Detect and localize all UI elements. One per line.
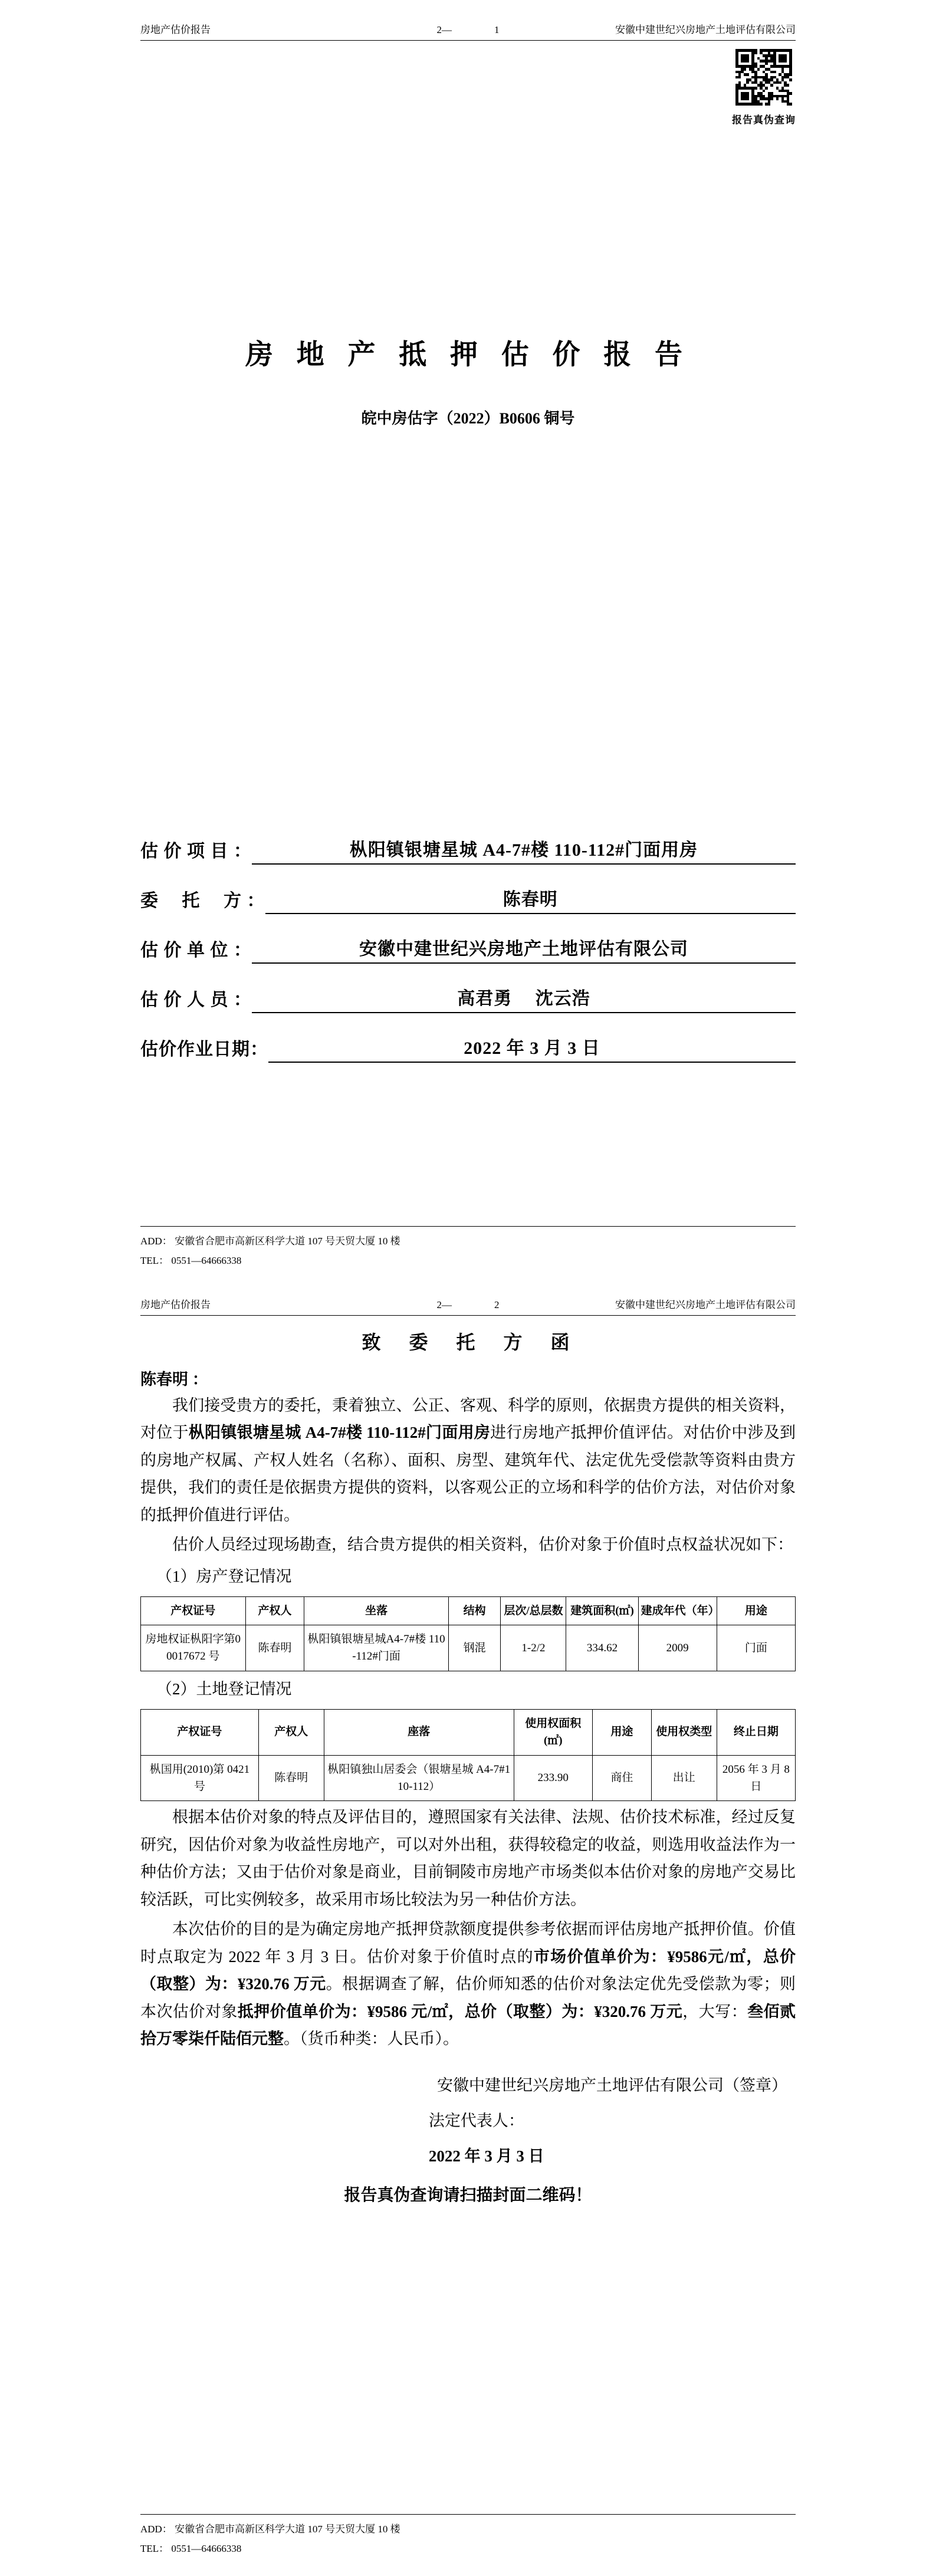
- column-header: 结构: [448, 1596, 501, 1625]
- report-title: 房 地 产 抵 押 估 价 报 告: [245, 340, 691, 370]
- field-appraisal-date: [140, 1033, 796, 1063]
- qr-block: [732, 49, 796, 126]
- table-cell: 陈春明: [245, 1625, 304, 1671]
- field-value: 高君勇 沈云浩: [252, 984, 796, 1013]
- column-header: 坐落: [304, 1596, 448, 1625]
- table-cell: 334.62: [566, 1625, 638, 1671]
- page-2: [0, 1288, 936, 2576]
- table-cell: 出让: [651, 1755, 717, 1801]
- footer-address: ADD： 安徽省合肥市高新区科学大道 107 号天贸大厦 10 楼: [140, 2523, 400, 2535]
- table-cell: 枞阳镇银塘星城A4-7#楼 110-112#门面: [304, 1625, 448, 1671]
- pages-total: 2—: [436, 1299, 452, 1310]
- text-run: 我们接受贵方的委托，秉着独立、公正、客观、科学的原则，依据贵方提供的相关资料，对位于: [140, 1397, 796, 1442]
- text-run: 进行房地产抵押价值评估。对估价中涉及到的房地产权属、产权人姓名（名称）、面积、房型、建筑年代、法定优先受偿款等资料由贵方提供，我们的责任是依据贵方提供的资料，以客观公正的立场和科学的估价方法，对估价对象的抵押价值进行评估。: [140, 1424, 796, 1524]
- page-number-group: [437, 1299, 500, 1311]
- column-header: 产权证号: [141, 1709, 259, 1755]
- field-appraisers: [140, 984, 796, 1013]
- letter-title: 致 委 托 方 函: [362, 1332, 574, 1353]
- page-number-group: [437, 24, 500, 36]
- field-value: 2022 年 3 月 3 日: [268, 1033, 796, 1063]
- signature-block: [140, 2072, 796, 2170]
- column-header: 产权人: [245, 1596, 304, 1625]
- table-cell: 门面: [717, 1625, 795, 1671]
- qr-caption: 报告真伪查询: [732, 114, 796, 126]
- header-company-name: 安徽中建世纪兴房地产土地评估有限公司: [615, 24, 796, 35]
- footer-phone: TEL： 0551—64666338: [140, 1254, 242, 1266]
- section-label-land-registration: （2）土地登记情况: [156, 1680, 292, 1698]
- column-header: 用途: [592, 1709, 651, 1755]
- house-registration-table: [140, 1596, 796, 1671]
- doc-number: 皖中房估字（2022）B0606 铜号: [361, 410, 575, 427]
- pages-total: 2—: [436, 24, 452, 35]
- text-run: ，大写：: [682, 2002, 748, 2020]
- field-client: [140, 885, 796, 914]
- text-run: 。根据调查了解，估价师知悉的估价对象法定优先受偿款为零；则本次估价对象: [140, 1975, 796, 2020]
- table-row: [141, 1755, 796, 1801]
- field-label: 估 价 项 目 ：: [140, 842, 252, 861]
- page2-footer: [140, 2514, 796, 2558]
- table-header-row: [141, 1596, 796, 1625]
- footer-address: ADD： 安徽省合肥市高新区科学大道 107 号天贸大厦 10 楼: [140, 1235, 400, 1247]
- table-cell: 枞阳镇独山居委会（银塘星城 A4-7#110-112）: [324, 1755, 514, 1801]
- column-header: 建筑面积(㎡): [566, 1596, 638, 1625]
- section-label-house-registration: （1）房产登记情况: [156, 1567, 292, 1585]
- table-row: [141, 1625, 796, 1671]
- field-appraisal-org: [140, 934, 796, 964]
- column-header: 用途: [717, 1596, 795, 1625]
- page2-header: [140, 1296, 796, 1316]
- page-number: 1: [494, 24, 500, 35]
- header-doc-title: 房地产估价报告: [140, 1299, 211, 1310]
- column-header: 产权人: [258, 1709, 324, 1755]
- column-header: 终止日期: [717, 1709, 795, 1755]
- table-cell: 钢混: [448, 1625, 501, 1671]
- paragraph-commission: [140, 1392, 796, 1529]
- qr-scan-note: 报告真伪查询请扫描封面二维码！: [344, 2186, 592, 2205]
- paragraph-methodology: 根据本估价对象的特点及评估目的，遵照国家有关法律、法规、估价技术标准，经过反复研究，因估价对象为收益性房地产，可以对外出租，获得较稳定的收益，则选用收益法作为一种估价方法；又由于估价对象是商业，目前铜陵市房地产市场类似本估价对象的房地产交易比较活跃，可比实例较多，故采用市场比较法为另一种估价方法。: [140, 1808, 796, 1908]
- page1-footer: [140, 1226, 796, 1270]
- field-label: 估 价 单 位 ：: [140, 941, 252, 960]
- footer-phone: TEL： 0551—64666338: [140, 2542, 242, 2554]
- table-cell: 陈春明: [258, 1755, 324, 1801]
- page-number: 2: [494, 1299, 500, 1310]
- field-label: 估价作业日期：: [140, 1040, 268, 1059]
- table-cell: 233.90: [514, 1755, 592, 1801]
- signature-date: 2022 年 3 月 3 日: [428, 2147, 544, 2166]
- table-cell: 1-2/2: [501, 1625, 566, 1671]
- table-cell: 2009: [638, 1625, 717, 1671]
- cover-fields: [140, 835, 796, 1083]
- paragraph-valuation-result: [140, 1915, 796, 2052]
- column-header: 使用权面积(㎡): [514, 1709, 592, 1755]
- text-run: 。（货币种类：人民币）。: [284, 2029, 459, 2048]
- column-header: 层次/总层数: [501, 1596, 566, 1625]
- salutation: 陈春明 ：: [140, 1371, 208, 1388]
- field-project: [140, 835, 796, 865]
- land-registration-table: [140, 1709, 796, 1802]
- table-cell: 商住: [592, 1755, 651, 1801]
- table-header-row: [141, 1709, 796, 1755]
- field-value: 陈春明: [265, 885, 796, 914]
- signature-legal-representative: 法定代表人：: [428, 2112, 524, 2130]
- signature-company: 安徽中建世纪兴房地产土地评估有限公司（签章）: [437, 2076, 787, 2095]
- text-run-bold: 市场价值单价为：¥9586元/㎡，总价（取整）为：¥320.76 万元: [140, 1947, 796, 1993]
- text-run-bold: 叁佰贰拾万零柒仟陆佰元整: [140, 2002, 796, 2048]
- field-label: 委 托 方 ：: [140, 891, 265, 911]
- table-cell: 2056 年 3 月 8 日: [717, 1755, 795, 1801]
- header-company-name: 安徽中建世纪兴房地产土地评估有限公司: [615, 1299, 796, 1310]
- column-header: 座落: [324, 1709, 514, 1755]
- column-header: 使用权类型: [651, 1709, 717, 1755]
- qr-code: [735, 49, 792, 106]
- text-run-bold: 枞阳镇银塘星城 A4-7#楼 110-112#门面用房: [188, 1424, 491, 1442]
- field-label: 估 价 人 员 ：: [140, 990, 252, 1010]
- field-value: 枞阳镇银塘星城 A4-7#楼 110-112#门面用房: [252, 835, 796, 865]
- paragraph-survey: 估价人员经过现场勘查，结合贵方提供的相关资料，估价对象于价值时点权益状况如下：: [172, 1536, 793, 1554]
- page1-header: [140, 21, 796, 41]
- table-cell: 房地权证枞阳字第00017672 号: [141, 1625, 246, 1671]
- text-run-bold: 抵押价值单价为：¥9586 元/㎡，总价（取整）为：¥320.76 万元: [237, 2002, 683, 2020]
- column-header: 建成年代（年）: [638, 1596, 717, 1625]
- text-run: 本次估价的目的是为确定房地产抵押贷款额度提供参考依据而评估房地产抵押价值。价值时点取定为 2022 年 3 月 3 日。估价对象于价值时点的: [140, 1920, 796, 1966]
- field-value: 安徽中建世纪兴房地产土地评估有限公司: [252, 934, 796, 964]
- column-header: 产权证号: [141, 1596, 246, 1625]
- table-cell: 枞国用(2010)第 0421 号: [141, 1755, 259, 1801]
- header-doc-title: 房地产估价报告: [140, 24, 211, 35]
